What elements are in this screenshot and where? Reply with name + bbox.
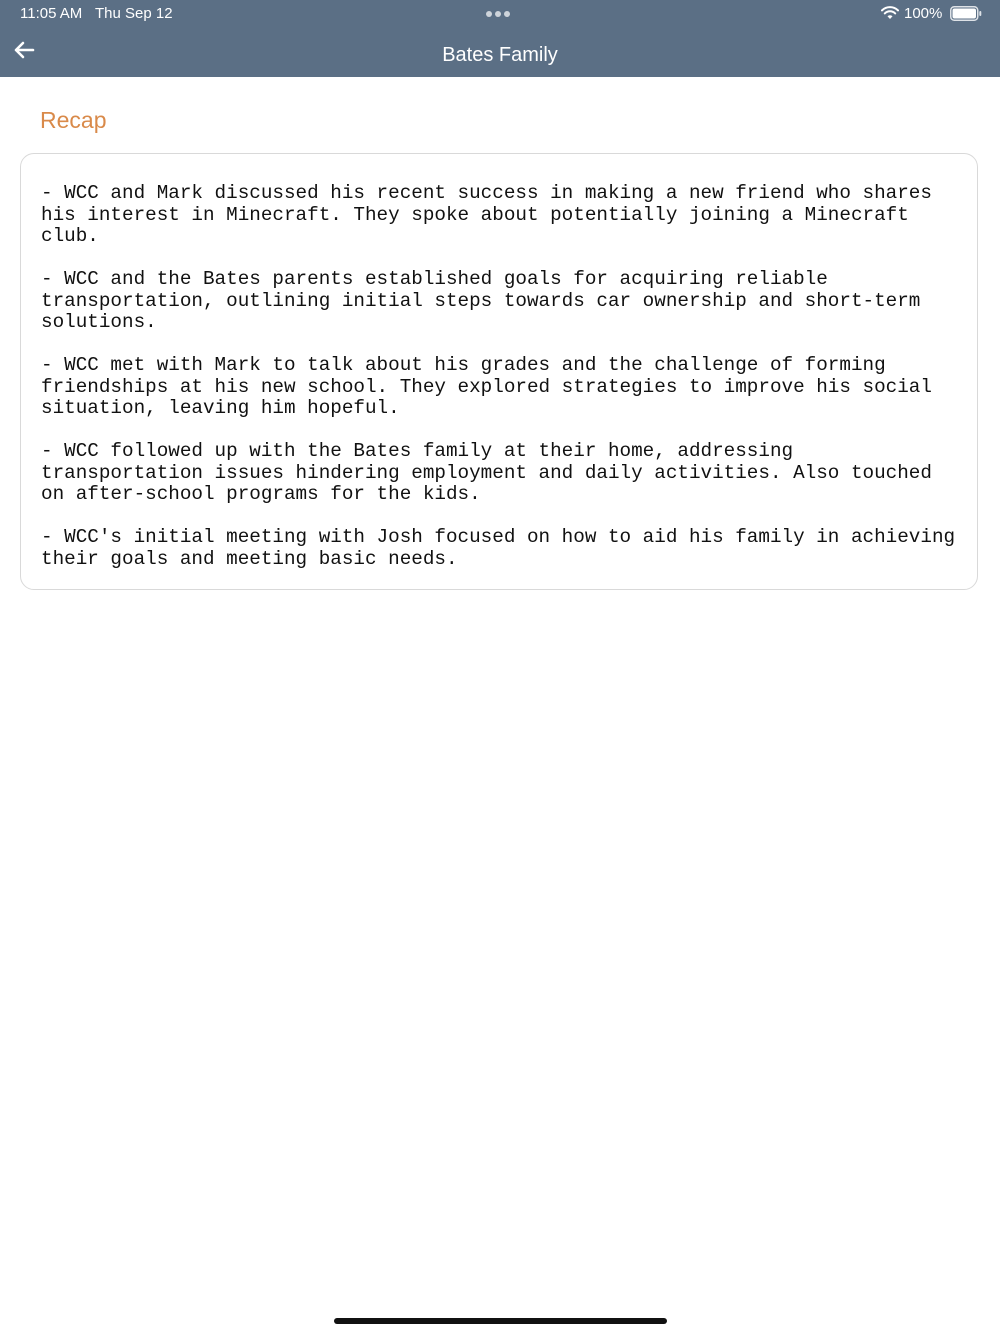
recap-item: - WCC and Mark discussed his recent success in making a new friend who shares his interest in Minecraft. They spoke about potentially joining a Minecraft club. (41, 182, 932, 247)
battery-percentage: 100% (904, 5, 943, 22)
battery-icon (950, 6, 982, 21)
status-date: Thu Sep 12 (95, 5, 173, 22)
recap-item: - WCC met with Mark to talk about his grades and the challenge of forming friendships at his new school. They explored strategies to improve his social situation, leaving him hopeful. (41, 354, 932, 419)
status-time: 11:05 AM (20, 5, 83, 22)
recap-item: - WCC followed up with the Bates family at their home, addressing transportation issues hindering employment and daily activities. Also touched on after-school programs for the kids. (41, 440, 932, 505)
recap-list (41, 183, 961, 570)
recap-title: Recap (40, 107, 107, 133)
multitasking-dots-icon[interactable] (486, 11, 510, 17)
recap-item: - WCC and the Bates parents established goals for acquiring reliable transportation, outlining initial steps towards car ownership and short-term solutions. (41, 268, 921, 333)
home-indicator[interactable] (334, 1318, 667, 1324)
recap-card (20, 153, 978, 590)
page-title: Bates Family (442, 44, 558, 66)
wifi-icon (881, 6, 899, 20)
recap-item: - WCC's initial meeting with Josh focused on how to aid his family in achieving their goals and meeting basic needs. (41, 526, 956, 570)
top-bar (0, 0, 1000, 77)
status-bar (0, 0, 1000, 28)
